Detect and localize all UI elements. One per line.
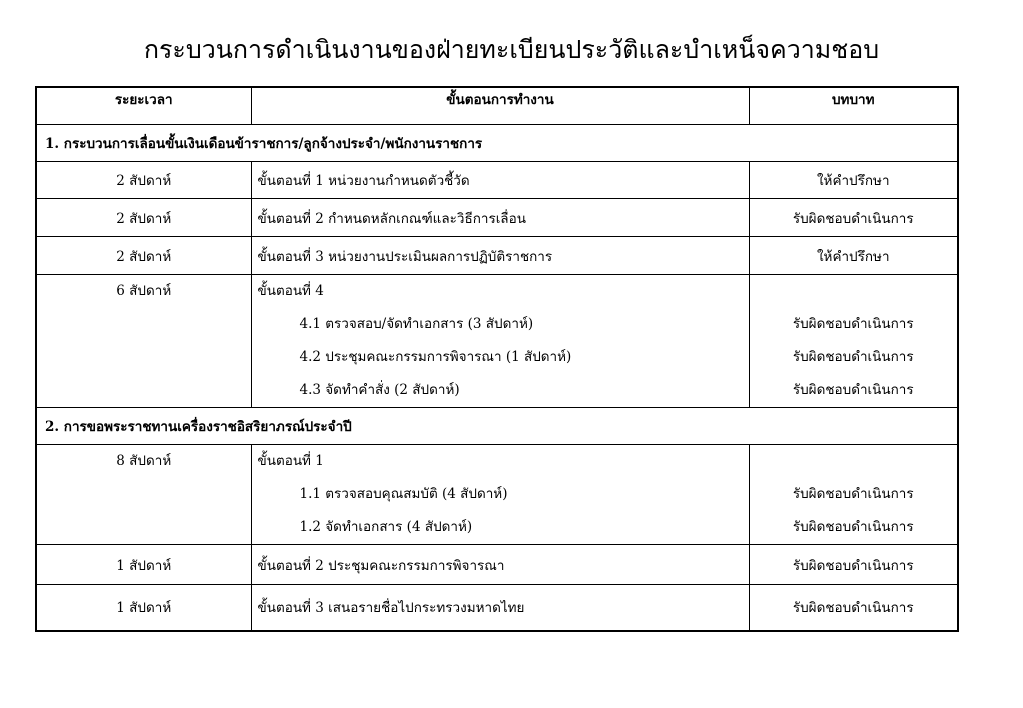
duration-cell: 1 สัปดาห์ [36, 545, 251, 585]
role-text: รับผิดชอบดำเนินการ [792, 486, 914, 502]
role-spacer [756, 275, 952, 308]
duration-cell: 2 สัปดาห์ [36, 162, 251, 199]
step-cell: ขั้นตอนที่ 1 หน่วยงานกำหนดตัวชี้วัด [251, 162, 749, 199]
role-cell [749, 275, 958, 408]
substep-text: 1.2 จัดทำเอกสาร (4 สัปดาห์) [299, 519, 473, 535]
section-heading: 1. กระบวนการเลื่อนขั้นเงินเดือนข้าราชการ/ลูกจ้างประจำ/พนักงานราชการ [36, 125, 958, 162]
section-heading-row [36, 125, 958, 162]
step-cell: ขั้นตอนที่ 3 เสนอรายชื่อไปกระทรวงมหาดไทย [251, 585, 749, 631]
role-text: รับผิดชอบดำเนินการ [792, 382, 914, 398]
role-cell: รับผิดชอบดำเนินการ [749, 585, 958, 631]
table-row [36, 545, 958, 585]
duration-cell: 1 สัปดาห์ [36, 585, 251, 631]
step-cell: ขั้นตอนที่ 2 กำหนดหลักเกณฑ์และวิธีการเลื่อน [251, 199, 749, 237]
page-title: กระบวนการดำเนินงานของฝ่ายทะเบียนประวัติและบำเหน็จความชอบ [143, 35, 880, 64]
substep-text: 1.1 ตรวจสอบคุณสมบัติ (4 สัปดาห์) [299, 486, 508, 502]
substep-text: 4.1 ตรวจสอบ/จัดทำเอกสาร (3 สัปดาห์) [299, 316, 534, 332]
step-cell: ขั้นตอนที่ 3 หน่วยงานประเมินผลการปฏิบัติราชการ [251, 237, 749, 275]
substep-text: 4.3 จัดทำคำสั่ง (2 สัปดาห์) [299, 382, 460, 398]
role-cell [749, 445, 958, 545]
section-heading: 2. การขอพระราชทานเครื่องราชอิสริยาภรณ์ประจำปี [36, 408, 958, 445]
role-text: รับผิดชอบดำเนินการ [792, 316, 914, 332]
role-text: รับผิดชอบดำเนินการ [792, 349, 914, 365]
step-cell [251, 275, 749, 408]
table-row [36, 199, 958, 237]
duration-cell: 2 สัปดาห์ [36, 237, 251, 275]
duration-cell: 2 สัปดาห์ [36, 199, 251, 237]
header-steps: ขั้นตอนการทำงาน [251, 87, 749, 125]
duration-cell [36, 445, 251, 545]
role-text: รับผิดชอบดำเนินการ [792, 519, 914, 535]
role-cell: ให้คำปรึกษา [749, 237, 958, 275]
header-duration: ระยะเวลา [36, 87, 251, 125]
duration-text: 6 สัปดาห์ [116, 283, 172, 299]
section-heading-row [36, 408, 958, 445]
process-table [35, 86, 959, 632]
step-cell [251, 445, 749, 545]
duration-text: 8 สัปดาห์ [116, 453, 172, 469]
table-row [36, 237, 958, 275]
table-row [36, 162, 958, 199]
step-cell: ขั้นตอนที่ 2 ประชุมคณะกรรมการพิจารณา [251, 545, 749, 585]
table-row [36, 585, 958, 631]
role-cell: รับผิดชอบดำเนินการ [749, 545, 958, 585]
table-row [36, 445, 958, 545]
role-spacer [756, 445, 952, 478]
duration-cell [36, 275, 251, 408]
step-text: ขั้นตอนที่ 4 [257, 283, 324, 299]
step-text: ขั้นตอนที่ 1 [257, 453, 324, 469]
substep-text: 4.2 ประชุมคณะกรรมการพิจารณา (1 สัปดาห์) [299, 349, 572, 365]
role-cell: รับผิดชอบดำเนินการ [749, 199, 958, 237]
header-row [36, 87, 958, 125]
header-role: บทบาท [749, 87, 958, 125]
table-row [36, 275, 958, 408]
role-cell: ให้คำปรึกษา [749, 162, 958, 199]
